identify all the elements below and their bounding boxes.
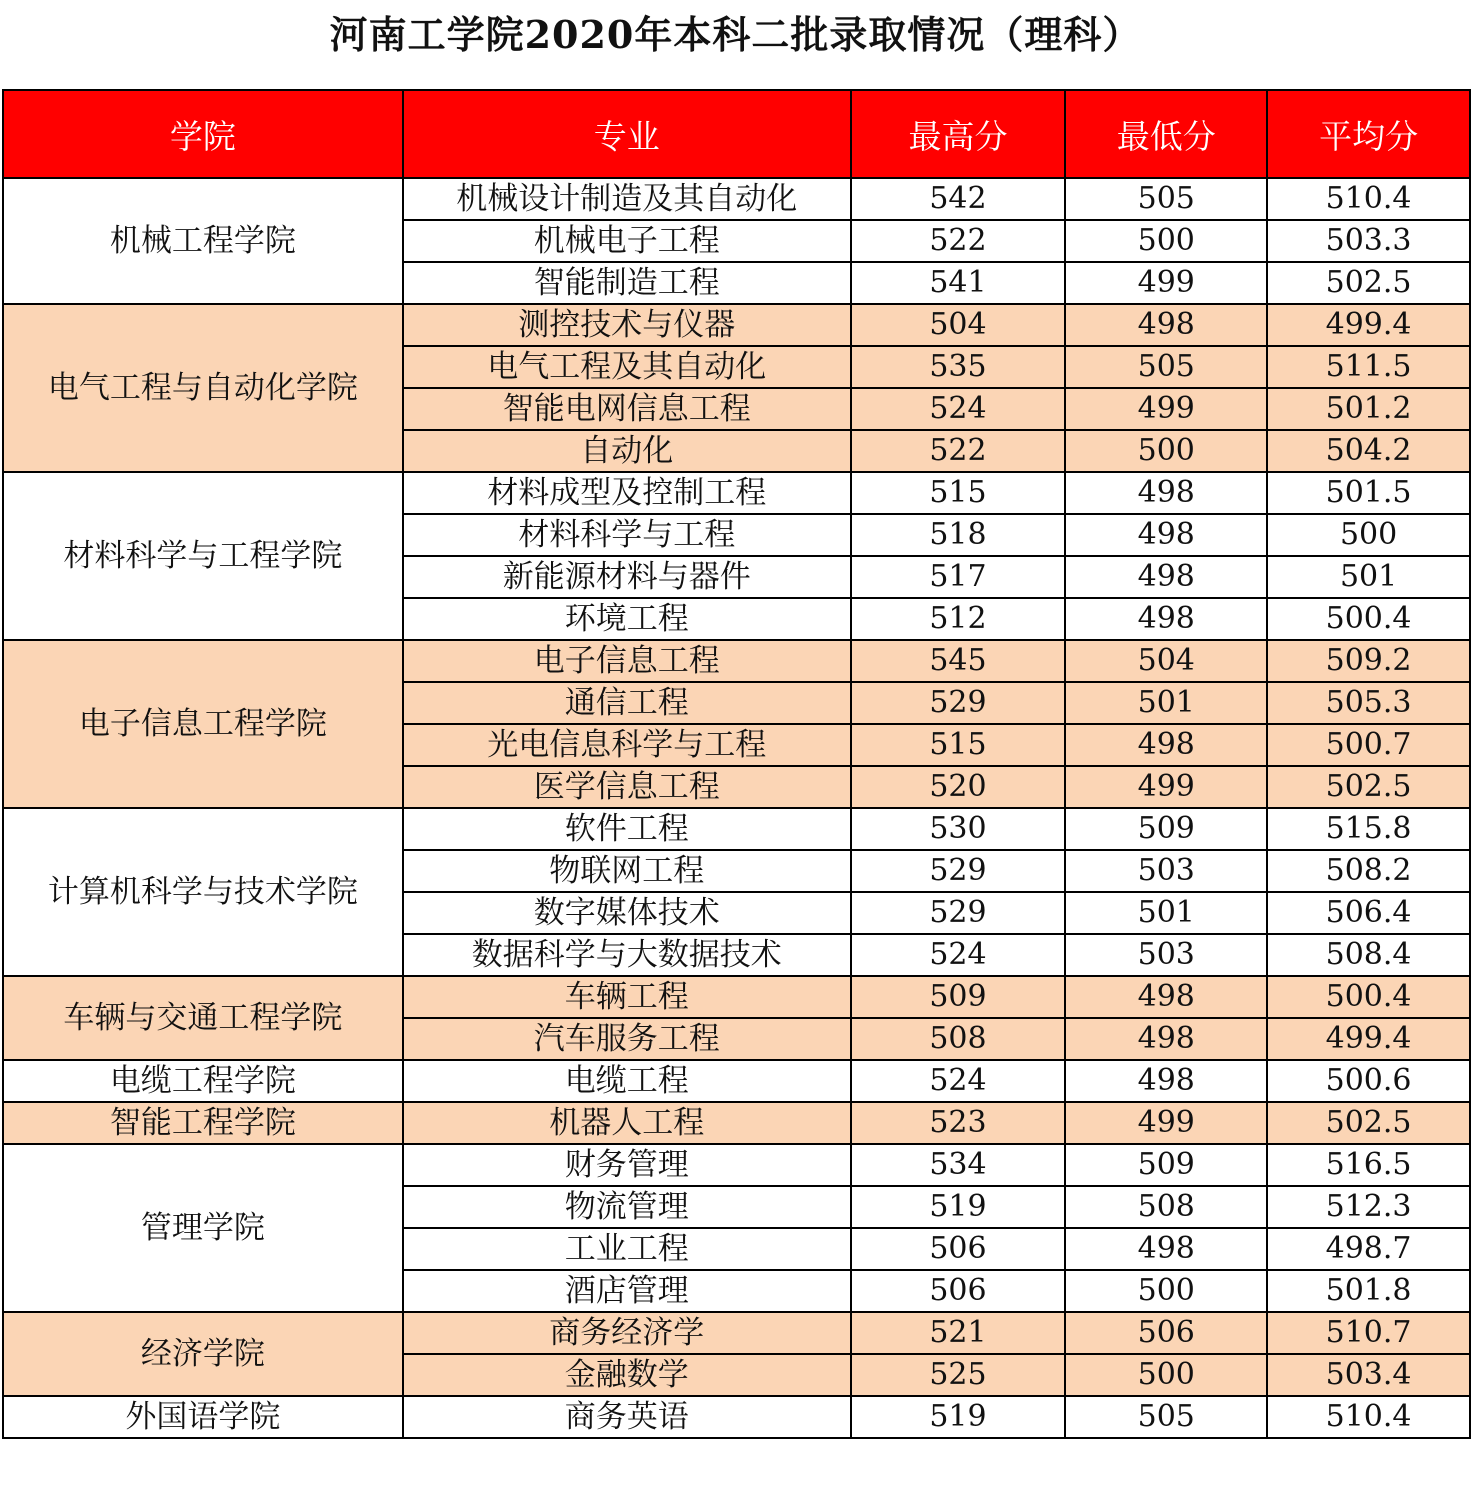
avg-score-cell: 499.4 xyxy=(1267,304,1470,346)
major-cell: 电子信息工程 xyxy=(403,640,851,682)
table-body xyxy=(3,178,1470,1438)
min-score-cell: 500 xyxy=(1065,430,1267,472)
max-score-cell: 525 xyxy=(851,1354,1066,1396)
max-score-cell: 519 xyxy=(851,1396,1066,1438)
major-cell: 物流管理 xyxy=(403,1186,851,1228)
major-cell: 智能制造工程 xyxy=(403,262,851,304)
table-row xyxy=(3,1060,1470,1102)
max-score-cell: 529 xyxy=(851,682,1066,724)
table-row xyxy=(3,1312,1470,1354)
major-cell: 商务英语 xyxy=(403,1396,851,1438)
max-score-cell: 506 xyxy=(851,1228,1066,1270)
max-score-cell: 519 xyxy=(851,1186,1066,1228)
max-score-cell: 515 xyxy=(851,472,1066,514)
min-score-cell: 509 xyxy=(1065,808,1267,850)
avg-score-cell: 502.5 xyxy=(1267,262,1470,304)
table-row xyxy=(3,1102,1470,1144)
avg-score-cell: 508.4 xyxy=(1267,934,1470,976)
table-row xyxy=(3,178,1470,220)
page-title: 河南工学院2020年本科二批录取情况（理科） xyxy=(329,12,1142,57)
min-score-cell: 505 xyxy=(1065,1396,1267,1438)
avg-score-cell: 501.2 xyxy=(1267,388,1470,430)
min-score-cell: 498 xyxy=(1065,472,1267,514)
min-score-cell: 498 xyxy=(1065,304,1267,346)
min-score-cell: 498 xyxy=(1065,976,1267,1018)
avg-score-cell: 500.6 xyxy=(1267,1060,1470,1102)
max-score-cell: 518 xyxy=(851,514,1066,556)
avg-score-cell: 502.5 xyxy=(1267,1102,1470,1144)
avg-score-cell: 501 xyxy=(1267,556,1470,598)
major-cell: 机器人工程 xyxy=(403,1102,851,1144)
min-score-cell: 501 xyxy=(1065,682,1267,724)
max-score-cell: 522 xyxy=(851,220,1066,262)
major-cell: 汽车服务工程 xyxy=(403,1018,851,1060)
major-cell: 电气工程及其自动化 xyxy=(403,346,851,388)
college-cell: 电气工程与自动化学院 xyxy=(3,304,403,472)
max-score-cell: 509 xyxy=(851,976,1066,1018)
college-cell: 机械工程学院 xyxy=(3,178,403,304)
major-cell: 财务管理 xyxy=(403,1144,851,1186)
avg-score-cell: 511.5 xyxy=(1267,346,1470,388)
major-cell: 新能源材料与器件 xyxy=(403,556,851,598)
avg-score-cell: 510.7 xyxy=(1267,1312,1470,1354)
min-score-cell: 498 xyxy=(1065,556,1267,598)
max-score-cell: 523 xyxy=(851,1102,1066,1144)
max-score-cell: 545 xyxy=(851,640,1066,682)
college-cell: 电子信息工程学院 xyxy=(3,640,403,808)
avg-score-cell: 516.5 xyxy=(1267,1144,1470,1186)
min-score-cell: 499 xyxy=(1065,766,1267,808)
avg-score-cell: 499.4 xyxy=(1267,1018,1470,1060)
min-score-cell: 498 xyxy=(1065,514,1267,556)
avg-score-cell: 509.2 xyxy=(1267,640,1470,682)
major-cell: 测控技术与仪器 xyxy=(403,304,851,346)
major-cell: 金融数学 xyxy=(403,1354,851,1396)
header-major: 专业 xyxy=(403,90,851,178)
min-score-cell: 499 xyxy=(1065,1102,1267,1144)
avg-score-cell: 515.8 xyxy=(1267,808,1470,850)
table-row xyxy=(3,1144,1470,1186)
avg-score-cell: 500.7 xyxy=(1267,724,1470,766)
min-score-cell: 499 xyxy=(1065,262,1267,304)
table-row xyxy=(3,976,1470,1018)
min-score-cell: 504 xyxy=(1065,640,1267,682)
avg-score-cell: 500 xyxy=(1267,514,1470,556)
min-score-cell: 500 xyxy=(1065,1270,1267,1312)
header-avg-score: 平均分 xyxy=(1267,90,1470,178)
min-score-cell: 506 xyxy=(1065,1312,1267,1354)
max-score-cell: 521 xyxy=(851,1312,1066,1354)
avg-score-cell: 502.5 xyxy=(1267,766,1470,808)
college-cell: 智能工程学院 xyxy=(3,1102,403,1144)
avg-score-cell: 510.4 xyxy=(1267,178,1470,220)
avg-score-cell: 501.8 xyxy=(1267,1270,1470,1312)
college-cell: 管理学院 xyxy=(3,1144,403,1312)
avg-score-cell: 501.5 xyxy=(1267,472,1470,514)
avg-score-cell: 503.4 xyxy=(1267,1354,1470,1396)
major-cell: 数字媒体技术 xyxy=(403,892,851,934)
max-score-cell: 522 xyxy=(851,430,1066,472)
min-score-cell: 501 xyxy=(1065,892,1267,934)
major-cell: 软件工程 xyxy=(403,808,851,850)
avg-score-cell: 504.2 xyxy=(1267,430,1470,472)
header-college: 学院 xyxy=(3,90,403,178)
admission-table xyxy=(2,89,1471,1439)
table-row xyxy=(3,304,1470,346)
major-cell: 物联网工程 xyxy=(403,850,851,892)
min-score-cell: 500 xyxy=(1065,1354,1267,1396)
college-cell: 电缆工程学院 xyxy=(3,1060,403,1102)
college-cell: 车辆与交通工程学院 xyxy=(3,976,403,1060)
max-score-cell: 524 xyxy=(851,1060,1066,1102)
max-score-cell: 542 xyxy=(851,178,1066,220)
max-score-cell: 506 xyxy=(851,1270,1066,1312)
min-score-cell: 498 xyxy=(1065,1228,1267,1270)
avg-score-cell: 500.4 xyxy=(1267,976,1470,1018)
min-score-cell: 505 xyxy=(1065,346,1267,388)
min-score-cell: 498 xyxy=(1065,1060,1267,1102)
max-score-cell: 534 xyxy=(851,1144,1066,1186)
avg-score-cell: 512.3 xyxy=(1267,1186,1470,1228)
header-max-score: 最高分 xyxy=(851,90,1066,178)
min-score-cell: 498 xyxy=(1065,1018,1267,1060)
max-score-cell: 529 xyxy=(851,892,1066,934)
min-score-cell: 509 xyxy=(1065,1144,1267,1186)
major-cell: 商务经济学 xyxy=(403,1312,851,1354)
major-cell: 智能电网信息工程 xyxy=(403,388,851,430)
max-score-cell: 524 xyxy=(851,934,1066,976)
min-score-cell: 500 xyxy=(1065,220,1267,262)
table-row xyxy=(3,472,1470,514)
max-score-cell: 515 xyxy=(851,724,1066,766)
header-min-score: 最低分 xyxy=(1065,90,1267,178)
min-score-cell: 498 xyxy=(1065,598,1267,640)
min-score-cell: 503 xyxy=(1065,850,1267,892)
major-cell: 材料成型及控制工程 xyxy=(403,472,851,514)
college-cell: 材料科学与工程学院 xyxy=(3,472,403,640)
major-cell: 自动化 xyxy=(403,430,851,472)
min-score-cell: 499 xyxy=(1065,388,1267,430)
max-score-cell: 504 xyxy=(851,304,1066,346)
min-score-cell: 505 xyxy=(1065,178,1267,220)
max-score-cell: 517 xyxy=(851,556,1066,598)
min-score-cell: 503 xyxy=(1065,934,1267,976)
table-header-row xyxy=(3,90,1470,178)
table-row xyxy=(3,640,1470,682)
avg-score-cell: 500.4 xyxy=(1267,598,1470,640)
major-cell: 环境工程 xyxy=(403,598,851,640)
major-cell: 酒店管理 xyxy=(403,1270,851,1312)
max-score-cell: 508 xyxy=(851,1018,1066,1060)
max-score-cell: 530 xyxy=(851,808,1066,850)
college-cell: 外国语学院 xyxy=(3,1396,403,1438)
college-cell: 经济学院 xyxy=(3,1312,403,1396)
avg-score-cell: 498.7 xyxy=(1267,1228,1470,1270)
max-score-cell: 541 xyxy=(851,262,1066,304)
major-cell: 通信工程 xyxy=(403,682,851,724)
min-score-cell: 508 xyxy=(1065,1186,1267,1228)
max-score-cell: 520 xyxy=(851,766,1066,808)
major-cell: 光电信息科学与工程 xyxy=(403,724,851,766)
major-cell: 材料科学与工程 xyxy=(403,514,851,556)
major-cell: 车辆工程 xyxy=(403,976,851,1018)
avg-score-cell: 508.2 xyxy=(1267,850,1470,892)
major-cell: 机械设计制造及其自动化 xyxy=(403,178,851,220)
major-cell: 数据科学与大数据技术 xyxy=(403,934,851,976)
table-row xyxy=(3,1396,1470,1438)
max-score-cell: 512 xyxy=(851,598,1066,640)
major-cell: 医学信息工程 xyxy=(403,766,851,808)
major-cell: 工业工程 xyxy=(403,1228,851,1270)
max-score-cell: 535 xyxy=(851,346,1066,388)
avg-score-cell: 505.3 xyxy=(1267,682,1470,724)
major-cell: 机械电子工程 xyxy=(403,220,851,262)
max-score-cell: 529 xyxy=(851,850,1066,892)
min-score-cell: 498 xyxy=(1065,724,1267,766)
avg-score-cell: 506.4 xyxy=(1267,892,1470,934)
table-row xyxy=(3,808,1470,850)
major-cell: 电缆工程 xyxy=(403,1060,851,1102)
max-score-cell: 524 xyxy=(851,388,1066,430)
college-cell: 计算机科学与技术学院 xyxy=(3,808,403,976)
avg-score-cell: 503.3 xyxy=(1267,220,1470,262)
avg-score-cell: 510.4 xyxy=(1267,1396,1470,1438)
